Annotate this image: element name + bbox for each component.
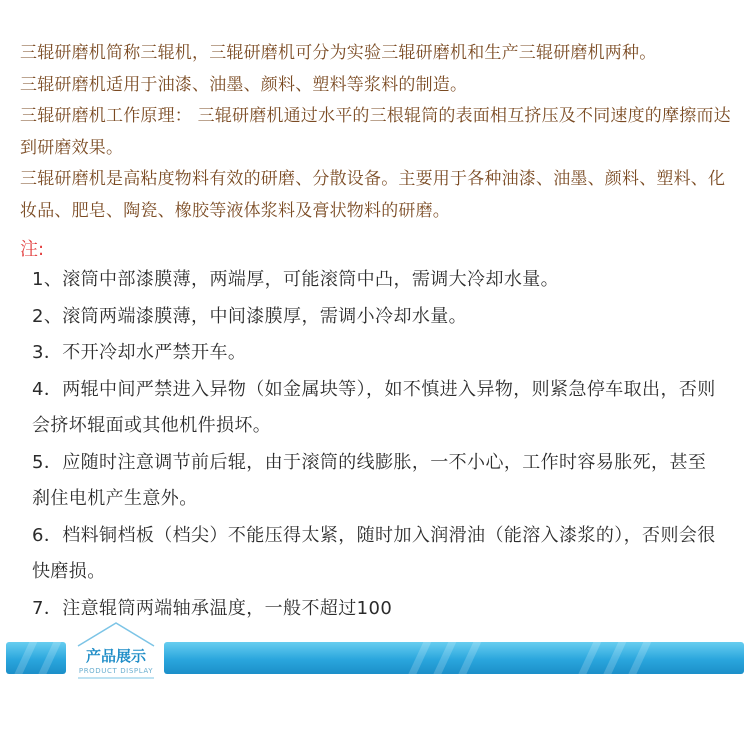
banner-band-right bbox=[164, 642, 744, 674]
note-item-6: 6．档料铜档板（档尖）不能压得太紧，随时加入润滑油（能溶入漆浆的），否则会很快磨损。 bbox=[32, 524, 716, 582]
banner-subtitle: PRODUCT DISPLAY bbox=[78, 667, 154, 675]
intro-paragraph-2: 三辊研磨机适用于油漆、油墨、颜料、塑料等浆料的制造。 bbox=[20, 74, 468, 95]
notes-list bbox=[32, 262, 722, 627]
intro-paragraph-3: 三辊研磨机工作原理： 三辊研磨机通过水平的三根辊筒的表面相互挤压及不同速度的摩擦而达到研磨效果。 bbox=[20, 106, 731, 158]
banner-band-left bbox=[6, 642, 66, 674]
note-item-4: 4．两辊中间严禁进入异物（如金属块等），如不慎进入异物，则紧急停车取出，否则会挤坏辊面或其他机件损坏。 bbox=[32, 378, 716, 436]
note-item-1: 1、滚筒中部漆膜薄，两端厚，可能滚筒中凸，需调大冷却水量。 bbox=[32, 269, 560, 290]
note-item-3: 3．不开冷却水严禁开车。 bbox=[32, 342, 247, 363]
product-display-banner bbox=[0, 620, 750, 700]
intro-paragraph-4: 三辊研磨机是高粘度物料有效的研磨、分散设备。主要用于各种油漆、油墨、颜料、塑料、化妆品、肥皂、陶瓷、橡胶等液体浆料及膏状物料的研磨。 bbox=[20, 169, 726, 221]
note-item-5: 5．应随时注意调节前后辊，由于滚筒的线膨胀，一不小心，工作时容易胀死，甚至刹住电机产生意外。 bbox=[32, 451, 707, 509]
banner-badge bbox=[72, 620, 160, 680]
banner-title: 产品展示 bbox=[85, 647, 146, 665]
intro-section bbox=[20, 38, 740, 227]
note-item-7: 7．注意辊筒两端轴承温度，一般不超过100 bbox=[32, 597, 393, 619]
intro-paragraph-1: 三辊研磨机简称三辊机，三辊研磨机可分为实验三辊研磨机和生产三辊研磨机两种。 bbox=[20, 43, 657, 63]
note-label: 注: bbox=[20, 239, 45, 260]
note-item-2: 2、滚筒两端漆膜薄，中间漆膜厚，需调小冷却水量。 bbox=[32, 305, 468, 327]
